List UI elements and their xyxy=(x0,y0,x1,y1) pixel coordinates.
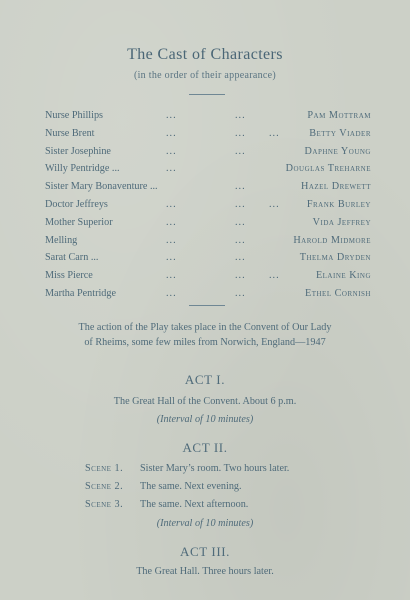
setting-line-1: The action of the Play takes place in the Convent of Our Lady xyxy=(78,322,332,333)
leader-dots: ... xyxy=(235,110,246,121)
leader-dots: ... xyxy=(235,234,246,246)
setting-note xyxy=(40,320,370,350)
cast-row xyxy=(45,146,371,164)
cast-row xyxy=(45,235,371,253)
character-name: Mother Superior xyxy=(45,216,113,228)
leader-dots: ... xyxy=(166,145,177,157)
divider-rule xyxy=(189,94,225,95)
actor-name: Thelma Dryden xyxy=(299,252,371,264)
cast-row xyxy=(45,270,371,288)
character-name: Willy Pentridge ... xyxy=(45,163,120,175)
scene-text: Sister Mary’s room. Two hours later. xyxy=(140,463,290,474)
actor-name: Ethel Cornish xyxy=(304,287,371,299)
leader-dots: ... xyxy=(235,127,246,139)
scene-label: Scene 1. xyxy=(85,463,124,474)
act-3-scene: The Great Hall. Three hours later. xyxy=(136,566,274,577)
actor-name: Hazel Drewett xyxy=(300,181,371,193)
act-2-heading: ACT II. xyxy=(182,440,228,455)
leader-dots: ... xyxy=(235,270,246,282)
leader-dots: ... xyxy=(166,110,177,121)
scene-label: Scene 3. xyxy=(85,499,124,510)
cast-subtitle: (in the order of their appearance) xyxy=(133,70,277,81)
leader-dots: ... xyxy=(166,234,177,246)
character-name: Melling xyxy=(45,234,78,246)
leader-dots: ... xyxy=(269,270,280,282)
leader-dots: ... xyxy=(235,216,246,228)
leader-dots: ... xyxy=(166,252,177,264)
leader-dots: ... xyxy=(166,127,177,139)
actor-name: Betty Viader xyxy=(309,127,371,139)
character-name: Martha Pentridge xyxy=(45,287,117,299)
actor-name: Vida Jeffrey xyxy=(312,216,371,228)
actor-name: Frank Burley xyxy=(306,198,371,210)
cast-title: The Cast of Characters xyxy=(127,46,283,63)
setting-line-2: of Rheims, some few miles from Norwich, England—1947 xyxy=(84,337,326,348)
leader-dots: ... xyxy=(235,181,246,193)
scene-text: The same. Next afternoon. xyxy=(140,499,249,510)
act-2-scene-1 xyxy=(85,463,289,474)
leader-dots: ... xyxy=(166,163,177,175)
act-2-scene-3 xyxy=(85,499,248,510)
act-1-interval: (Interval of 10 minutes) xyxy=(156,414,254,425)
cast-row xyxy=(45,181,371,199)
cast-row xyxy=(45,199,371,217)
act-1-heading: ACT I. xyxy=(184,372,226,387)
actor-name: Douglas Treharne xyxy=(285,163,371,175)
divider-rule xyxy=(189,305,225,306)
actor-name: Harold Midmore xyxy=(293,234,371,246)
actor-name: Elaine King xyxy=(315,270,371,282)
act-3-heading: ACT III. xyxy=(179,544,231,559)
character-name: Miss Pierce xyxy=(45,270,93,282)
character-name: Doctor Jeffreys xyxy=(45,198,108,210)
cast-row xyxy=(45,128,371,146)
leader-dots: ... xyxy=(235,287,246,299)
character-name: Nurse Brent xyxy=(45,127,95,139)
leader-dots: ... xyxy=(235,252,246,264)
leader-dots: ... xyxy=(166,198,177,210)
character-name: Nurse Phillips xyxy=(45,110,104,121)
actor-name: Pam Mottram xyxy=(307,110,371,121)
character-name: Sarat Carn ... xyxy=(45,252,99,264)
cast-row xyxy=(45,110,371,128)
leader-dots: ... xyxy=(269,198,280,210)
character-name: Sister Mary Bonaventure ... xyxy=(45,181,158,193)
act-2-interval: (Interval of 10 minutes) xyxy=(156,518,254,529)
cast-row xyxy=(45,217,371,235)
leader-dots: ... xyxy=(166,270,177,282)
leader-dots: ... xyxy=(235,198,246,210)
leader-dots: ... xyxy=(235,145,246,157)
act-1-scene: The Great Hall of the Convent. About 6 p.m. xyxy=(113,396,297,407)
cast-row xyxy=(45,163,371,181)
leader-dots: ... xyxy=(166,287,177,299)
cast-list xyxy=(45,110,371,306)
cast-row xyxy=(45,252,371,270)
leader-dots: ... xyxy=(166,216,177,228)
character-name: Sister Josephine xyxy=(45,145,111,157)
leader-dots: ... xyxy=(269,127,280,139)
scene-text: The same. Next evening. xyxy=(140,481,242,492)
act-2-scene-2 xyxy=(85,481,242,492)
actor-name: Daphne Young xyxy=(304,145,371,157)
scene-label: Scene 2. xyxy=(85,481,124,492)
cast-row xyxy=(45,288,371,306)
